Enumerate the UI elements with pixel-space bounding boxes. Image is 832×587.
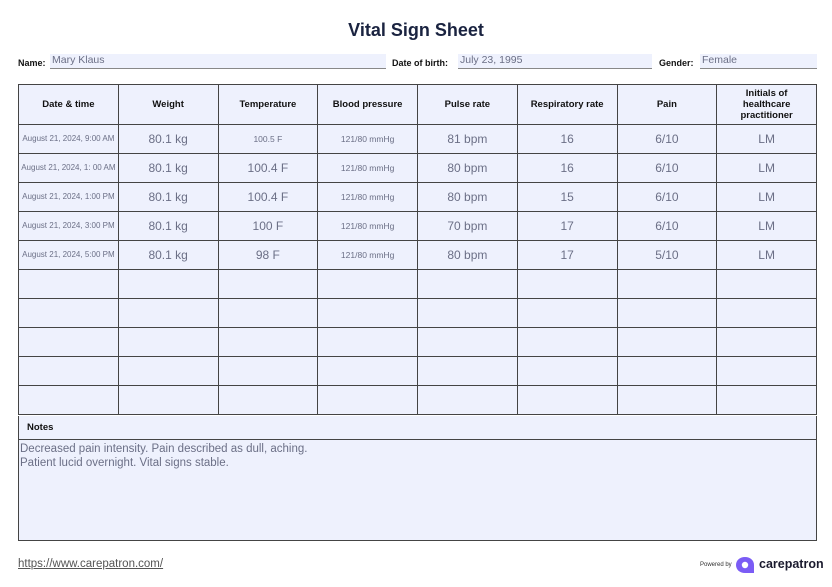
table-row bbox=[19, 125, 817, 154]
cell-date-time[interactable]: August 21, 2024, 1: 00 AM bbox=[19, 154, 119, 183]
empty-cell[interactable] bbox=[617, 299, 717, 328]
header-pulse-rate: Pulse rate bbox=[418, 85, 518, 125]
dob-label: Date of birth: bbox=[392, 58, 448, 68]
cell-pain[interactable]: 6/10 bbox=[617, 183, 717, 212]
empty-cell[interactable] bbox=[19, 328, 119, 357]
name-label: Name: bbox=[18, 58, 46, 68]
cell-date-time[interactable]: August 21, 2024, 3:00 PM bbox=[19, 212, 119, 241]
cell-respiratory-rate[interactable]: 15 bbox=[517, 183, 617, 212]
table-header-row bbox=[19, 85, 817, 125]
cell-weight[interactable]: 80.1 kg bbox=[118, 183, 218, 212]
notes-label: Notes bbox=[18, 416, 817, 440]
cell-date-time[interactable]: August 21, 2024, 9:00 AM bbox=[19, 125, 119, 154]
empty-cell[interactable] bbox=[517, 386, 617, 415]
cell-blood-pressure[interactable]: 121/80 mmHg bbox=[318, 125, 418, 154]
empty-cell[interactable] bbox=[418, 357, 518, 386]
name-field[interactable]: Mary Klaus bbox=[50, 54, 386, 69]
header-initials: Initials of healthcare practitioner bbox=[717, 85, 817, 125]
empty-cell[interactable] bbox=[418, 386, 518, 415]
vital-signs-table bbox=[18, 84, 817, 415]
cell-initials[interactable]: LM bbox=[717, 154, 817, 183]
cell-temperature[interactable]: 98 F bbox=[218, 241, 318, 270]
dob-field[interactable]: July 23, 1995 bbox=[458, 54, 652, 69]
empty-cell[interactable] bbox=[517, 357, 617, 386]
cell-weight[interactable]: 80.1 kg bbox=[118, 212, 218, 241]
empty-cell[interactable] bbox=[418, 328, 518, 357]
header-date-time: Date & time bbox=[19, 85, 119, 125]
empty-cell[interactable] bbox=[118, 270, 218, 299]
cell-pulse-rate[interactable]: 81 bpm bbox=[418, 125, 518, 154]
cell-weight[interactable]: 80.1 kg bbox=[118, 125, 218, 154]
cell-initials[interactable]: LM bbox=[717, 183, 817, 212]
brand-name: carepatron bbox=[759, 557, 824, 571]
empty-cell[interactable] bbox=[318, 386, 418, 415]
cell-temperature[interactable]: 100.5 F bbox=[218, 125, 318, 154]
cell-respiratory-rate[interactable]: 17 bbox=[517, 241, 617, 270]
empty-cell[interactable] bbox=[717, 328, 817, 357]
cell-weight[interactable]: 80.1 kg bbox=[118, 241, 218, 270]
empty-cell[interactable] bbox=[717, 299, 817, 328]
empty-cell[interactable] bbox=[118, 386, 218, 415]
empty-table-row bbox=[19, 299, 817, 328]
empty-cell[interactable] bbox=[517, 299, 617, 328]
empty-cell[interactable] bbox=[218, 299, 318, 328]
empty-cell[interactable] bbox=[318, 328, 418, 357]
cell-pain[interactable]: 5/10 bbox=[617, 241, 717, 270]
footer-link[interactable]: https://www.carepatron.com/ bbox=[18, 558, 164, 570]
notes-line: Decreased pain intensity. Pain described as dull, aching. bbox=[20, 443, 308, 455]
cell-pain[interactable]: 6/10 bbox=[617, 125, 717, 154]
empty-cell[interactable] bbox=[717, 386, 817, 415]
cell-respiratory-rate[interactable]: 16 bbox=[517, 125, 617, 154]
empty-cell[interactable] bbox=[19, 357, 119, 386]
table-row bbox=[19, 241, 817, 270]
gender-field[interactable]: Female bbox=[700, 54, 817, 69]
powered-by-label: Powered by bbox=[700, 562, 732, 568]
empty-cell[interactable] bbox=[118, 328, 218, 357]
page-title: Vital Sign Sheet bbox=[348, 20, 484, 40]
header-weight: Weight bbox=[118, 85, 218, 125]
empty-cell[interactable] bbox=[717, 357, 817, 386]
empty-cell[interactable] bbox=[218, 270, 318, 299]
empty-cell[interactable] bbox=[118, 357, 218, 386]
cell-date-time[interactable]: August 21, 2024, 1:00 PM bbox=[19, 183, 119, 212]
cell-blood-pressure[interactable]: 121/80 mmHg bbox=[318, 241, 418, 270]
empty-cell[interactable] bbox=[318, 270, 418, 299]
table-row bbox=[19, 183, 817, 212]
cell-initials[interactable]: LM bbox=[717, 241, 817, 270]
cell-pulse-rate[interactable]: 80 bpm bbox=[418, 183, 518, 212]
header-blood-pressure: Blood pressure bbox=[318, 85, 418, 125]
header-respiratory-rate: Respiratory rate bbox=[517, 85, 617, 125]
empty-cell[interactable] bbox=[318, 357, 418, 386]
cell-temperature[interactable]: 100.4 F bbox=[218, 183, 318, 212]
cell-pulse-rate[interactable]: 70 bpm bbox=[418, 212, 518, 241]
cell-initials[interactable]: LM bbox=[717, 212, 817, 241]
table-row bbox=[19, 154, 817, 183]
empty-cell[interactable] bbox=[617, 386, 717, 415]
cell-blood-pressure[interactable]: 121/80 mmHg bbox=[318, 183, 418, 212]
empty-cell[interactable] bbox=[517, 270, 617, 299]
cell-respiratory-rate[interactable]: 17 bbox=[517, 212, 617, 241]
empty-cell[interactable] bbox=[19, 386, 119, 415]
notes-field[interactable] bbox=[18, 439, 817, 541]
cell-pulse-rate[interactable]: 80 bpm bbox=[418, 241, 518, 270]
empty-cell[interactable] bbox=[218, 328, 318, 357]
cell-initials[interactable]: LM bbox=[717, 125, 817, 154]
empty-cell[interactable] bbox=[517, 328, 617, 357]
cell-blood-pressure[interactable]: 121/80 mmHg bbox=[318, 212, 418, 241]
cell-temperature[interactable]: 100.4 F bbox=[218, 154, 318, 183]
empty-cell[interactable] bbox=[118, 299, 218, 328]
header-pain: Pain bbox=[617, 85, 717, 125]
empty-cell[interactable] bbox=[617, 357, 717, 386]
empty-cell[interactable] bbox=[19, 299, 119, 328]
cell-pain[interactable]: 6/10 bbox=[617, 154, 717, 183]
empty-table-row bbox=[19, 328, 817, 357]
empty-table-row bbox=[19, 386, 817, 415]
empty-cell[interactable] bbox=[318, 299, 418, 328]
empty-cell[interactable] bbox=[218, 386, 318, 415]
empty-cell[interactable] bbox=[617, 270, 717, 299]
table-row bbox=[19, 212, 817, 241]
cell-temperature[interactable]: 100 F bbox=[218, 212, 318, 241]
cell-weight[interactable]: 80.1 kg bbox=[118, 154, 218, 183]
notes-line: Patient lucid overnight. Vital signs stable. bbox=[20, 457, 229, 469]
carepatron-logo-icon bbox=[735, 556, 755, 574]
empty-cell[interactable] bbox=[418, 270, 518, 299]
empty-cell[interactable] bbox=[717, 270, 817, 299]
cell-pulse-rate[interactable]: 80 bpm bbox=[418, 154, 518, 183]
empty-table-row bbox=[19, 270, 817, 299]
empty-cell[interactable] bbox=[617, 328, 717, 357]
empty-cell[interactable] bbox=[418, 299, 518, 328]
cell-blood-pressure[interactable]: 121/80 mmHg bbox=[318, 154, 418, 183]
gender-label: Gender: bbox=[659, 58, 694, 68]
cell-pain[interactable]: 6/10 bbox=[617, 212, 717, 241]
empty-cell[interactable] bbox=[218, 357, 318, 386]
cell-date-time[interactable]: August 21, 2024, 5:00 PM bbox=[19, 241, 119, 270]
header-temperature: Temperature bbox=[218, 85, 318, 125]
cell-respiratory-rate[interactable]: 16 bbox=[517, 154, 617, 183]
empty-cell[interactable] bbox=[19, 270, 119, 299]
empty-table-row bbox=[19, 357, 817, 386]
